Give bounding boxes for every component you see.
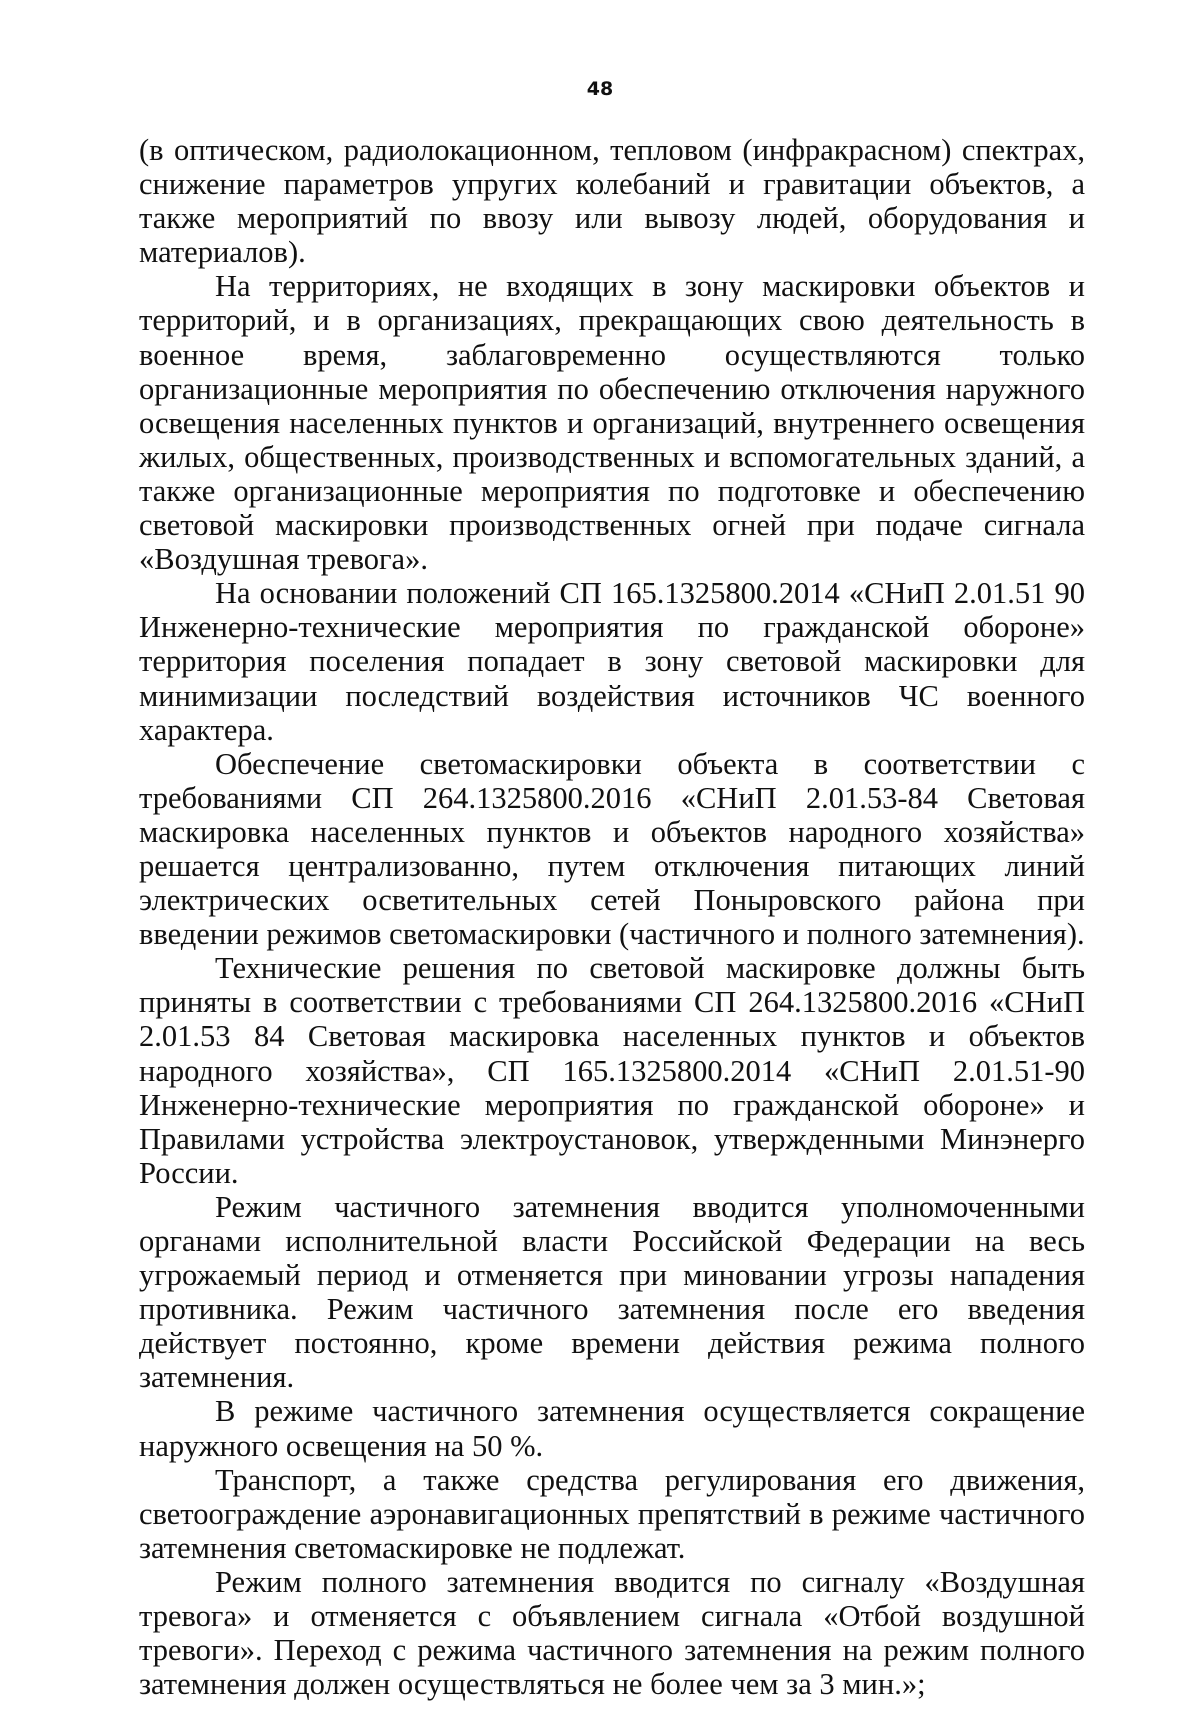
paragraph-light-masking-provision: Обеспечение светомаскировки объекта в соответствии с требованиями СП 264.1325800.2016 «СНиП 2.01.53-84 Световая маскировка населенных пунктов и объектов народного хозяйства» решается централизованно, путем отключения питающих линий электрических осветительных сетей Поныровского района при введении режимов светомаскировки (частичного и полного затемнения). — [139, 746, 1085, 952]
paragraph-lighting-reduction: В режиме частичного затемнения осуществляется сокращение наружного освещения на 50 %. — [139, 1394, 1085, 1463]
paragraph-full-blackout: Режим полного затемнения вводится по сигналу «Воздушная тревога» и отменяется с объявлением сигнала «Отбой воздушной тревоги». Переход с режима частичного затемнения на режим полного затемнения должен осуществляться не более чем за 3 мин.»; — [139, 1564, 1085, 1702]
page-number: 48 — [586, 78, 614, 100]
paragraph-sp-165: На основании положений СП 165.1325800.2014 «СНиП 2.01.51 90 Инженерно-технические мероприятия по гражданской обороне» территория поселения попадает в зону световой маскировки для минимизации последствий воздействия источников ЧС военного характера. — [139, 576, 1085, 747]
paragraph-partial-blackout: Режим частичного затемнения вводится уполномоченными органами исполнительной власти Российской Федерации на весь угрожаемый период и отменяется при миновании угрозы нападения противника. Режим частичного затемнения после его введения действует постоянно, кроме времени действия режима полного затемнения. — [139, 1189, 1085, 1395]
paragraph-transport: Транспорт, а также средства регулирования его движения, светоограждение аэронавигационных препятствий в режиме частичного затемнения светомаскировке не подлежат. — [139, 1462, 1085, 1565]
paragraph-continuation: (в оптическом, радиолокационном, тепловом (инфракрасном) спектрах, снижение параметров упругих колебаний и гравитации объектов, а также мероприятий по ввозу или вывозу людей, оборудования и материалов). — [139, 133, 1085, 270]
paragraph-technical-solutions: Технические решения по световой маскировке должны быть приняты в соответствии с требованиями СП 264.1325800.2016 «СНиП 2.01.53 84 Световая маскировка населенных пунктов и объектов народного хозяйства», СП 165.1325800.2014 «СНиП 2.01.51-90 Инженерно-технические мероприятия по гражданской обороне» и Правилами устройства электроустановок, утвержденными Минэнерго России. — [139, 951, 1085, 1190]
document-body — [139, 133, 1085, 1701]
paragraph-masking-territories: На территориях, не входящих в зону маскировки объектов и территорий, и в организациях, прекращающих свою деятельность в военное время, заблаговременно осуществляются только организационные мероприятия по обеспечению отключения наружного освещения населенных пунктов и организаций, внутреннего освещения жилых, общественных, производственных и вспомогательных зданий, а также организационные мероприятия по подготовке и обеспечению световой маскировки производственных огней при подаче сигнала «Воздушная тревога». — [139, 269, 1085, 577]
